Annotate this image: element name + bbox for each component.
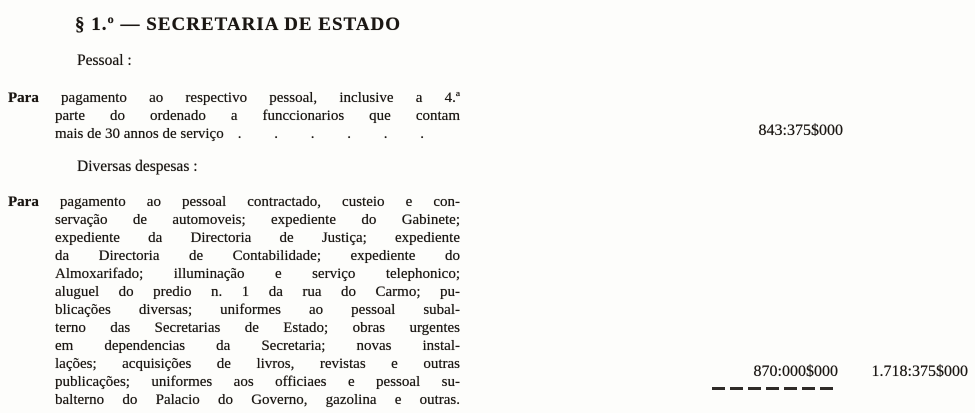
total-separator-dashed-rule	[712, 387, 838, 390]
text-line	[8, 125, 460, 143]
text-line: servação de automoveis; expediente do Gabinete;	[55, 212, 460, 228]
text-line: publicações; uniformes aos officiaes e pessoal su-	[55, 374, 460, 390]
subsection-label-diversas-despesas: Diversas despesas :	[77, 158, 198, 175]
budget-entry-pessoal	[8, 89, 460, 143]
text-line: aluguel do predio n. 1 da rua do Carmo; pu-	[55, 284, 460, 300]
budget-entry-diversas-despesas	[8, 193, 460, 409]
entry-line-text: pagamento ao respectivo pessoal, inclusive a 4.ª	[61, 90, 461, 106]
text-line: balterno do Palacio do Governo, gazolina e outras.	[55, 392, 460, 408]
text-line: blicações diversas; uniformes ao pessoal subal-	[55, 302, 460, 318]
text-line: lações; acquisições de livros, revistas e outras	[55, 356, 460, 372]
text-line: em dependencias da Secretaria; novas instal-	[55, 338, 460, 354]
text-line: terno das Secretarias de Estado; obras urgentes	[55, 320, 460, 336]
entry-lead-word: Para	[8, 194, 39, 210]
amount-diversas-despesas: 870:000$000	[753, 363, 838, 380]
text-line: da Directoria de Contabilidade; expediente do	[55, 248, 460, 264]
entry-lead-word: Para	[8, 90, 39, 106]
text-line: Almoxarifado; illuminação e serviço telephonico;	[55, 266, 460, 282]
subsection-label-pessoal: Pessoal :	[77, 52, 132, 69]
section-heading: § 1.º — SECRETARIA DE ESTADO	[75, 14, 402, 35]
text-line	[8, 193, 460, 211]
text-line: parte do ordenado a funccionarios que contam	[55, 108, 460, 124]
text-line: expediente da Directoria de Justiça; expediente	[55, 230, 460, 246]
dot-leader: . . . . . .	[237, 126, 425, 142]
entry-line-text: mais de 30 annos de serviço	[55, 126, 224, 142]
text-line	[8, 89, 460, 107]
entry-line-text: pagamento ao pessoal contractado, custeio e con-	[59, 194, 460, 210]
amount-pessoal: 843:375$000	[758, 122, 843, 139]
amount-section-total: 1.718:375$000	[871, 363, 968, 380]
